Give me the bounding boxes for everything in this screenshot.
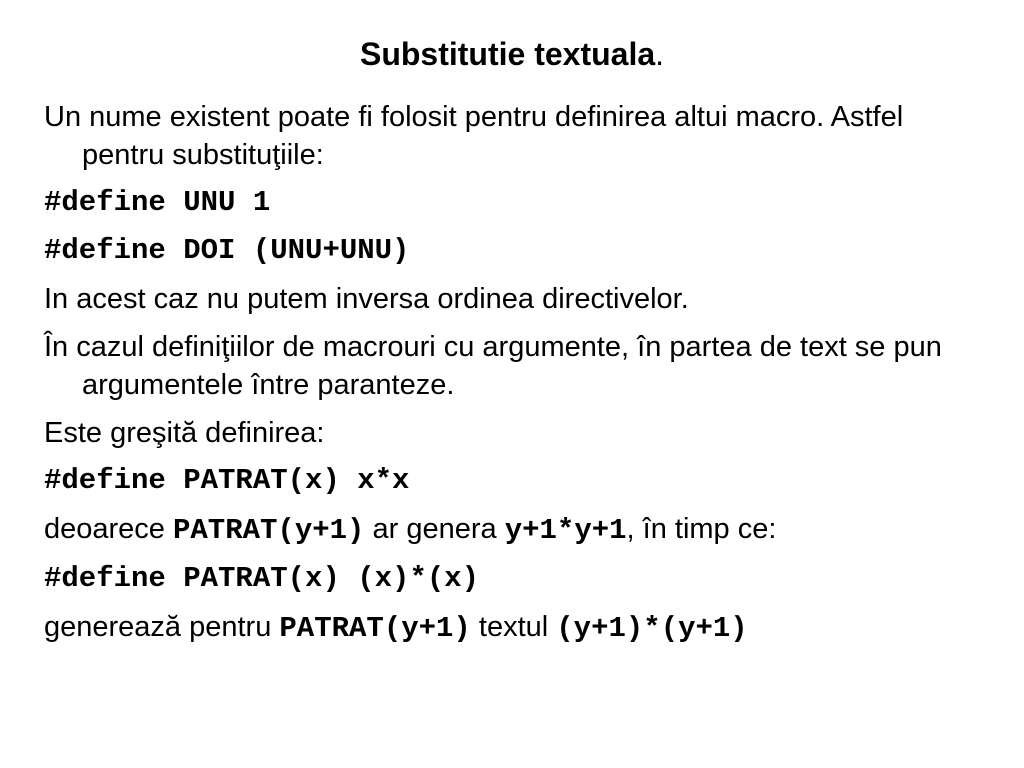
genereaza-code-result: (y+1)*(y+1) <box>556 612 748 645</box>
deoarece-code-call: PATRAT(y+1) <box>173 514 365 547</box>
paragraph-genereaza <box>44 608 984 648</box>
deoarece-text-3: , în timp ce: <box>626 513 777 545</box>
deoarece-text-1: deoarece <box>44 513 173 545</box>
paragraph-arguments-note: În cazul definiţiilor de macrouri cu argumente, în partea de text se pun argumentele între paranteze. <box>44 331 942 401</box>
code-define-doi: #define DOI (UNU+UNU) <box>44 234 410 267</box>
paragraph-deoarece <box>44 510 984 550</box>
paragraph-wrong-definition: Este greşită definirea: <box>44 417 325 449</box>
slide-title-text: Substitutie textuala <box>359 36 656 72</box>
paragraph-macro-reuse: Un nume existent poate fi folosit pentru definirea altui macro. Astfel pentru substituţiile: <box>44 101 904 171</box>
deoarece-text-2: ar genera <box>364 513 505 545</box>
paragraph-order-note: In acest caz nu putem inversa ordinea directivelor. <box>44 283 689 315</box>
slide-body <box>44 98 984 658</box>
genereaza-text-1: generează pentru <box>44 611 280 643</box>
slide-title <box>0 32 1024 76</box>
deoarece-code-result: y+1*y+1 <box>504 514 627 547</box>
code-define-unu: #define UNU 1 <box>44 186 271 219</box>
genereaza-code-call: PATRAT(y+1) <box>279 612 471 645</box>
code-define-patrat-wrong: #define PATRAT(x) x*x <box>44 464 410 497</box>
genereaza-text-2: textul <box>470 611 557 643</box>
code-define-patrat-correct: #define PATRAT(x) (x)*(x) <box>44 562 480 595</box>
slide-title-period: . <box>655 36 665 72</box>
